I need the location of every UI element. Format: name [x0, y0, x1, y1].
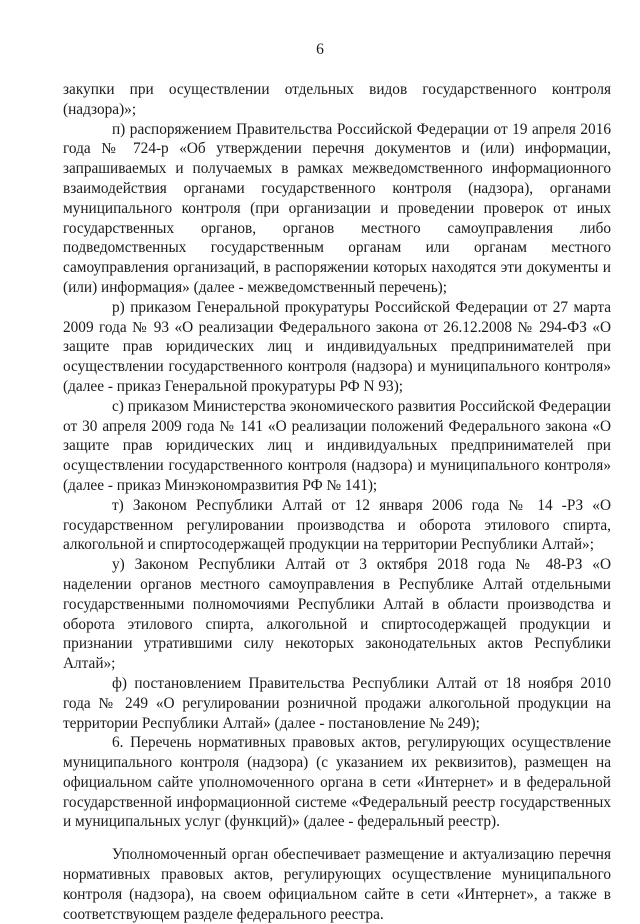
- paragraph-item-t: т) Законом Республики Алтай от 12 января 2006 года № 14 -РЗ «О государственном регулировании производства и оборота этилового спирта, алкогольной и спиртосодержащей продукции на территории Республики Алтай»;: [63, 496, 611, 554]
- paragraph-continuation: закупки при осуществлении отдельных видов государственного контроля (надзора)»;: [63, 81, 611, 118]
- paragraph-item-u: у) Законом Республики Алтай от 3 октября 2018 года № 48-РЗ «О наделении органов местного самоуправления в Республике Алтай отдельными государственными полномочиями Республики Алтай в области производства и оборота этилового спирта, алкогольной и спиртосодержащей продукции и признании утратившими силу некоторых законодательных актов Республики Алтай»;: [63, 556, 611, 673]
- document-body: [63, 80, 611, 924]
- paragraph-item-p: п) распоряжением Правительства Российской Федерации от 19 апреля 2016 года № 724-р «Об утверждении перечня документов и (или) информации, запрашиваемых и получаемых в рамках межведомственного информационного взаимодействия органами государственного контроля (надзора), органами муниципального контроля (при организации и проведении проверок от иных государственных органов, органов местного самоуправления либо подведомственных государственным органам или органам местного самоуправления организаций, в распоряжении которых находятся эти документы и (или) информация» (далее - межведомственный перечень);: [63, 120, 611, 296]
- paragraph-section-6: 6. Перечень нормативных правовых актов, регулирующих осуществление муниципального контроля (надзора) (с указанием их реквизитов), размещен на официальном сайте уполномоченного органа в сети «Интернет» и в федеральной государственной информационной системе «Федеральный реестр государственных и муниципальных услуг (функций)» (далее - федеральный реестр).: [63, 734, 611, 831]
- paragraph-item-r: р) приказом Генеральной прокуратуры Российской Федерации от 27 марта 2009 года № 93 «О реализации Федерального закона от 26.12.2008 № 294-ФЗ «О защите прав юридических лиц и индивидуальных предпринимателей при осуществлении государственного контроля (надзора) и муниципального контроля» (далее - приказ Генеральной прокуратуры РФ N 93);: [63, 298, 611, 395]
- page-number: 6: [316, 41, 324, 58]
- paragraph-item-s: с) приказом Министерства экономического развития Российской Федерации от 30 апреля 2009 года № 141 «О реализации положений Федерального закона «О защите прав юридических лиц и индивидуальных предпринимателей при осуществлении государственного контроля (надзора) и муниципального контроля» (далее - приказ Минэкономразвития РФ № 141);: [63, 397, 611, 494]
- paragraph-authorized-body: Уполномоченный орган обеспечивает размещение и актуализацию перечня нормативных правовых актов, регулирующих осуществление муниципального контроля (надзора), на своем официальном сайте в сети «Интернет», а также в соответствующем разделе федерального реестра.: [63, 846, 611, 923]
- paragraph-item-f: ф) постановлением Правительства Республики Алтай от 18 ноября 2010 года № 249 «О регулировании розничной продажи алкогольной продукции на территории Республики Алтай» (далее - постановление № 249);: [63, 674, 611, 732]
